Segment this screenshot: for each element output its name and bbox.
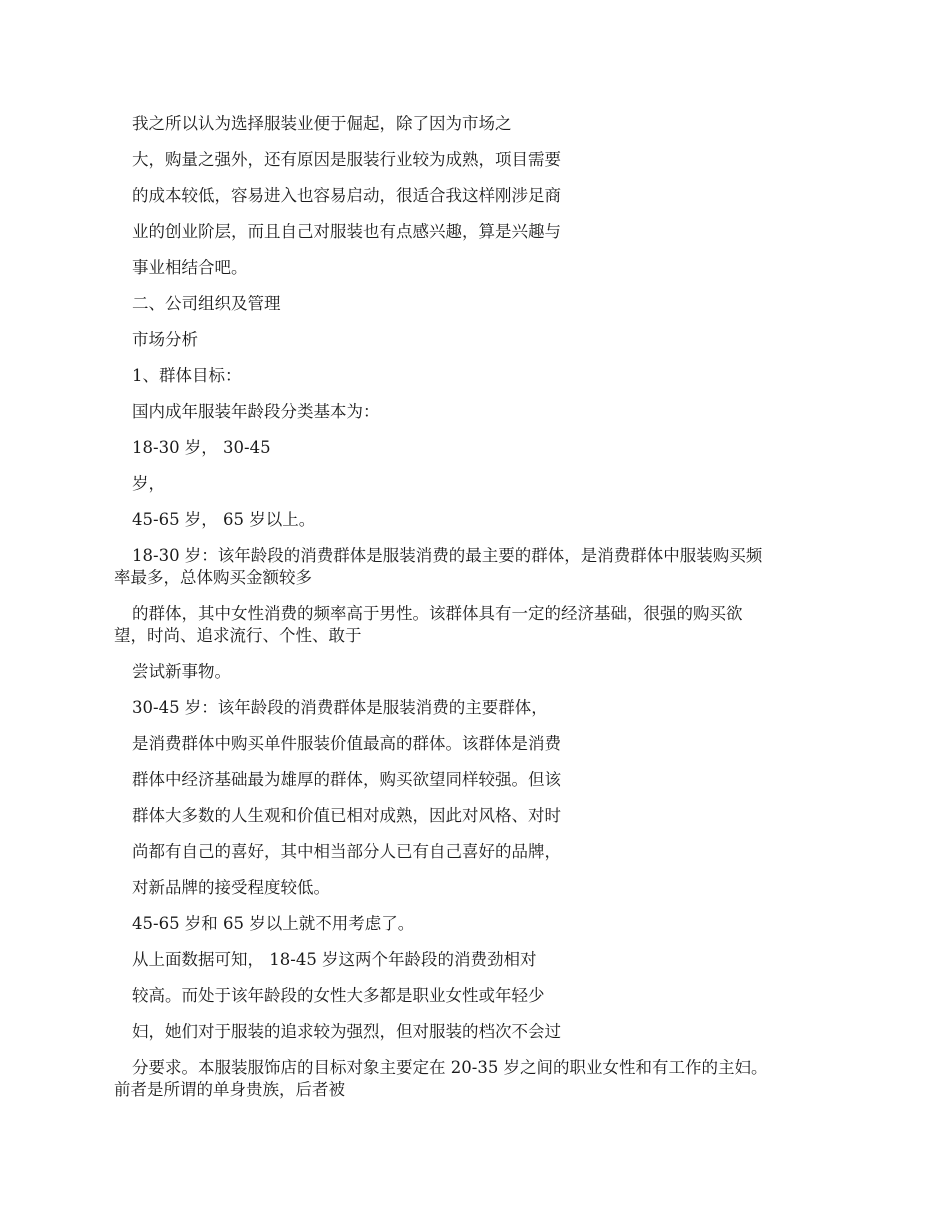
paragraph-line: 妇，她们对于服装的追求较为强烈，但对服装的档次不会过 [132,1022,561,1041]
paragraph-line: 群体大多数的人生观和价值已相对成熟，因此对风格、对时 [132,806,561,825]
paragraph-line: 前者是所谓的单身贵族，后者被 [114,1080,345,1099]
paragraph-line: 尝试新事物。 [132,662,231,681]
subsection-heading: 市场分析 [132,330,198,349]
paragraph-line: 30-45 岁：该年龄段的消费群体是服装消费的主要群体， [132,698,548,717]
paragraph-line: 国内成年服装年龄段分类基本为： [132,402,380,421]
item-heading: 1、群体目标： [132,366,242,385]
paragraph-line: 45-65 岁， 65 岁以上。 [132,510,316,529]
paragraph-line: 18-30 岁， 30-45 [132,438,271,457]
paragraph-line: 45-65 岁和 65 岁以上就不用考虑了。 [132,914,415,933]
paragraph-line: 18-30 岁：该年龄段的消费群体是服装消费的最主要的群体，是消费群体中服装购买频 [132,546,763,565]
paragraph-line: 事业相结合吧。 [132,258,248,277]
paragraph-line: 岁， [132,474,165,493]
paragraph-line: 业的创业阶层，而且自己对服装也有点感兴趣，算是兴趣与 [132,222,561,241]
paragraph-line: 的成本较低，容易进入也容易启动，很适合我这样刚涉足商 [132,186,561,205]
section-heading: 二、公司组织及管理 [132,294,281,313]
paragraph-line: 对新品牌的接受程度较低。 [132,878,330,897]
paragraph-line: 从上面数据可知， 18-45 岁这两个年龄段的消费劲相对 [132,950,537,969]
paragraph-line: 大，购量之强外，还有原因是服装行业较为成熟，项目需要 [132,150,561,169]
paragraph-line: 的群体，其中女性消费的频率高于男性。该群体具有一定的经济基础，很强的购买欲 [132,604,743,623]
paragraph-line: 望，时尚、追求流行、个性、敢于 [114,626,362,645]
paragraph-line: 较高。而处于该年龄段的女性大多都是职业女性或年轻少 [132,986,545,1005]
paragraph-line: 我之所以认为选择服装业便于倔起，除了因为市场之 [132,114,512,133]
paragraph-line: 分要求。本服装服饰店的目标对象主要定在 20-35 岁之间的职业女性和有工作的主妇。 [132,1058,768,1077]
paragraph-line: 尚都有自己的喜好，其中相当部分人已有自己喜好的品牌， [132,842,561,861]
paragraph-line: 率最多，总体购买金额较多 [114,568,312,587]
paragraph-line: 群体中经济基础最为雄厚的群体，购买欲望同样较强。但该 [132,770,561,789]
paragraph-line: 是消费群体中购买单件服装价值最高的群体。该群体是消费 [132,734,561,753]
